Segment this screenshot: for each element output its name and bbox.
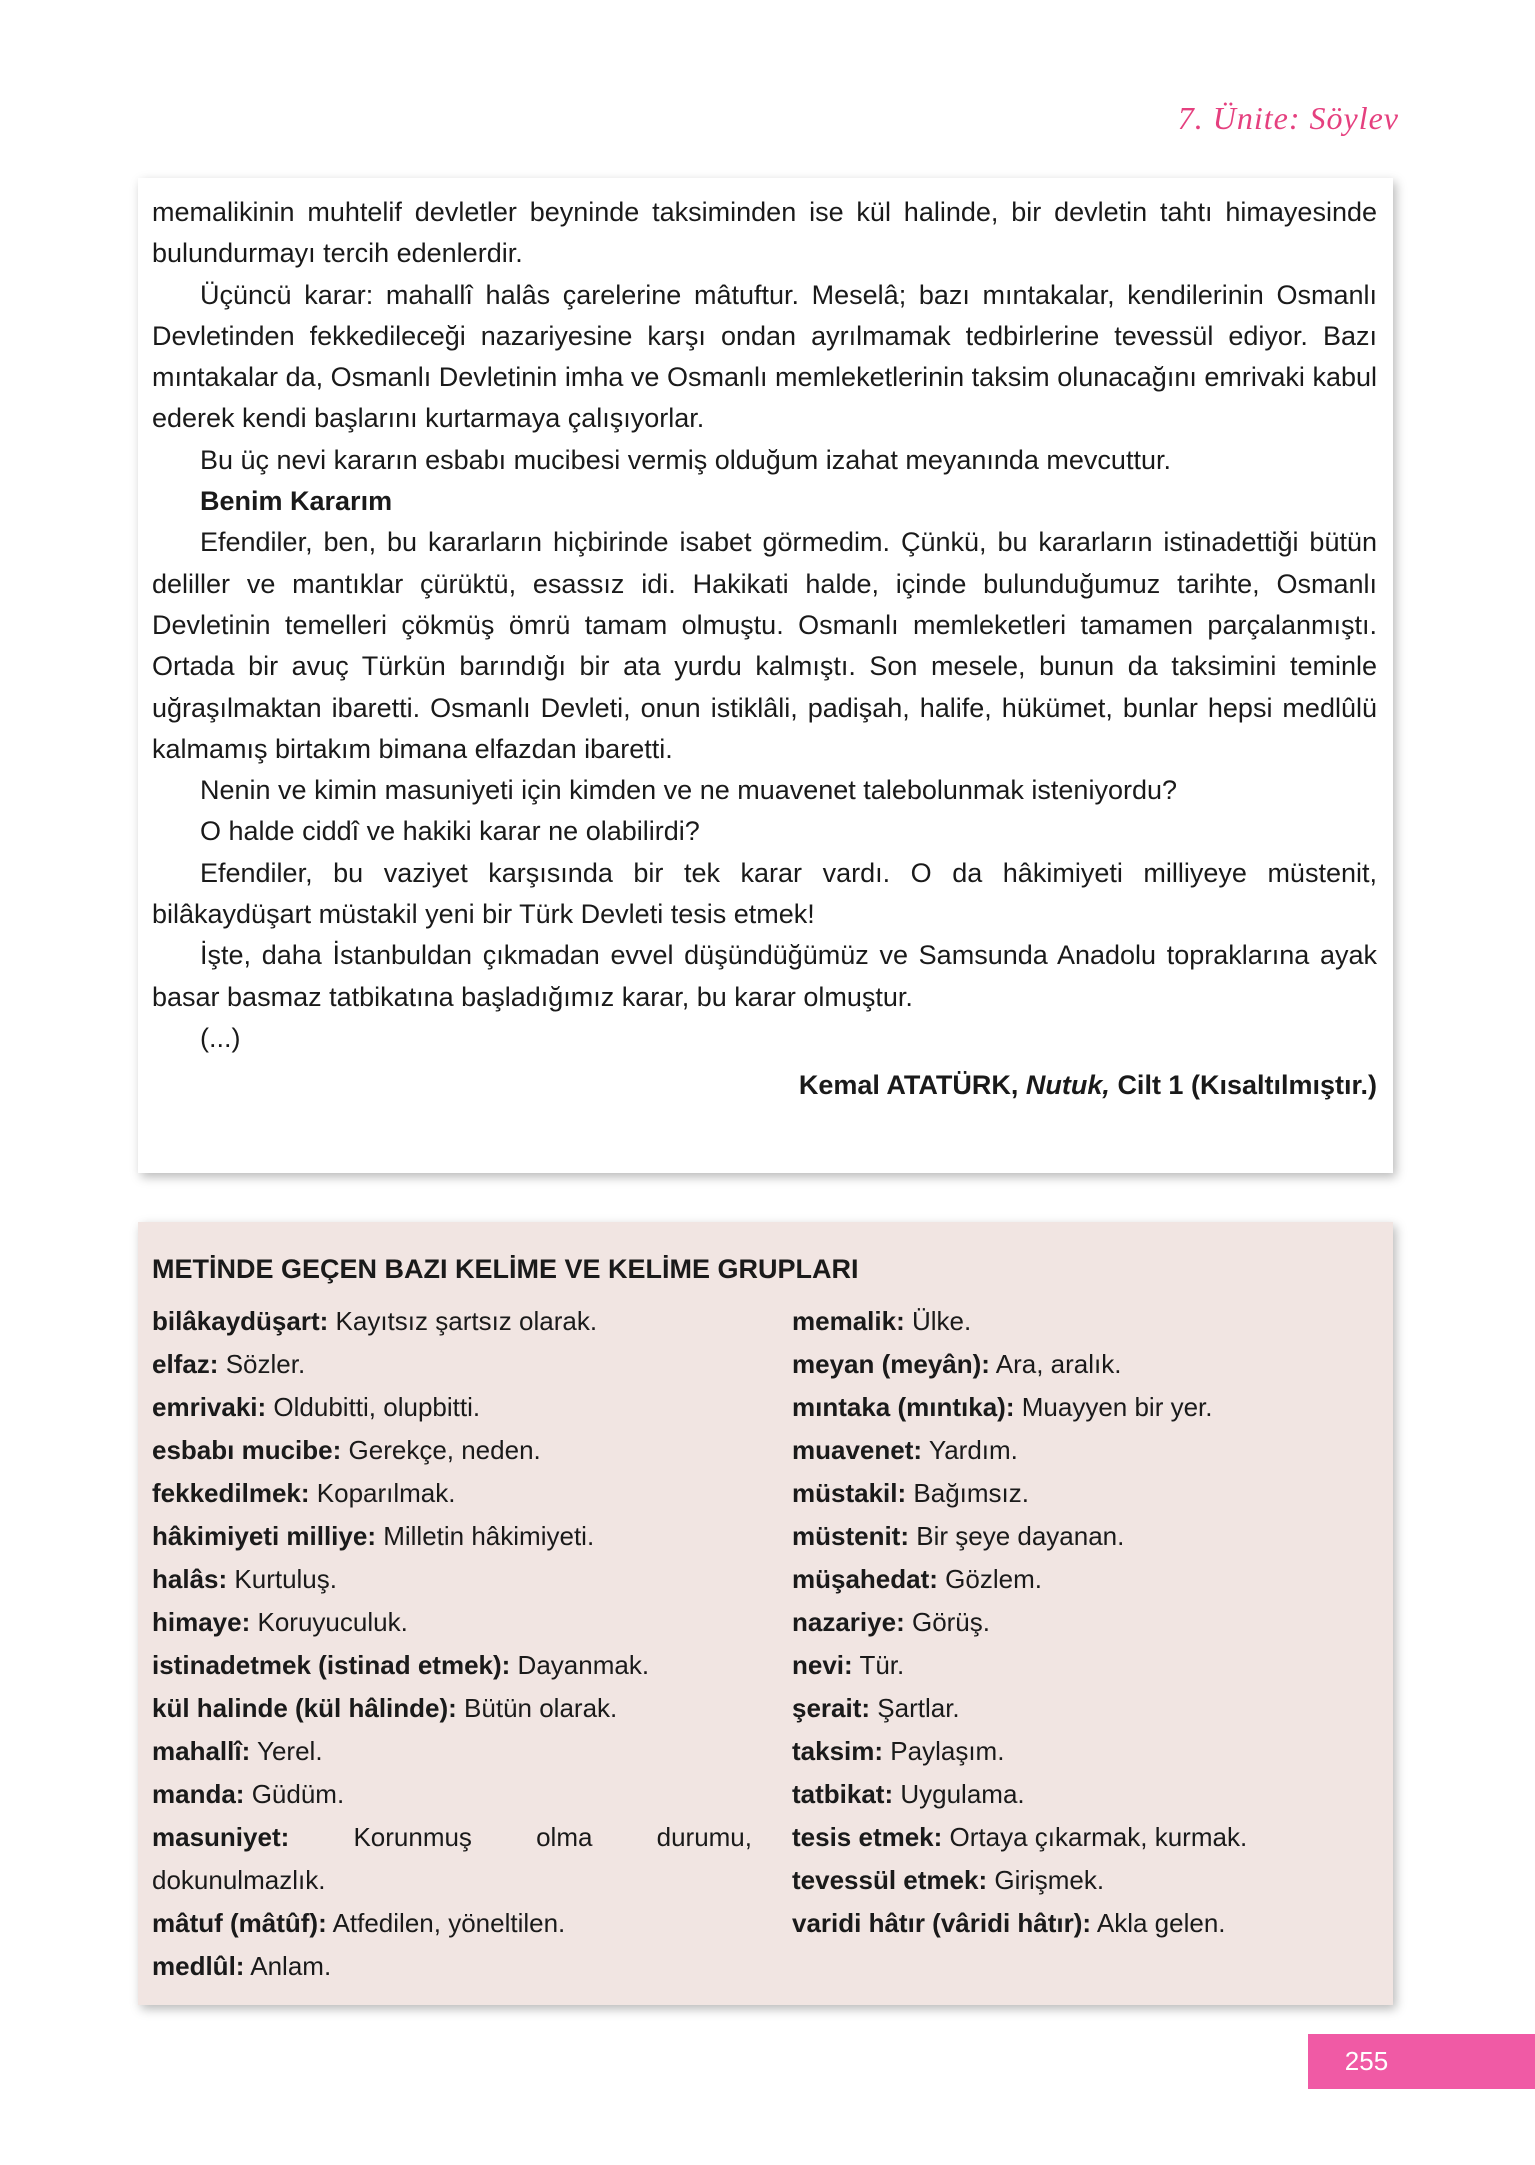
glossary-entry [792,1343,1377,1386]
glossary-title: METİNDE GEÇEN BAZI KELİME VE KELİME GRUPLARI [152,1254,859,1284]
glossary-entry [792,1644,1377,1687]
glossary-definition: Kayıtsız şartsız olarak. [335,1306,598,1336]
glossary-entry [792,1515,1377,1558]
glossary-term: himaye: [152,1607,251,1637]
glossary-entry [792,1558,1377,1601]
glossary-entry [152,1687,752,1730]
glossary-entry [792,1773,1377,1816]
glossary-definition: Şartlar. [877,1693,960,1723]
paragraph: Bu üç nevi kararın esbabı mucibesi vermiş olduğum izahat meyanında mevcuttur. [200,444,1171,475]
glossary-definition: Korunmuş olma durumu, dokunulmazlık. [152,1822,752,1895]
glossary-entry [152,1300,752,1343]
glossary-entry [152,1945,752,1988]
glossary-definition: Bir şeye dayanan. [916,1521,1125,1551]
glossary-term: taksim: [792,1736,884,1766]
glossary-box [138,1222,1393,2005]
glossary-definition: Görüş. [911,1607,990,1637]
unit-title: 7. Ünite: Söylev [1177,100,1399,136]
section-heading: Benim Kararım [200,486,393,517]
glossary-term: istinadetmek (istinad etmek): [152,1650,511,1680]
glossary-definition: Ara, aralık. [995,1349,1122,1379]
glossary-definition: Anlam. [250,1951,332,1981]
glossary-entry [152,1343,752,1386]
glossary-definition: Yardım. [928,1435,1018,1465]
glossary-term: fekkedilmek: [152,1478,310,1508]
glossary-definition: Bütün olarak. [464,1693,618,1723]
glossary-entry [152,1558,752,1601]
glossary-entry [792,1429,1377,1472]
glossary-entry [792,1687,1377,1730]
paragraph: O halde ciddî ve hakiki karar ne olabilirdi? [200,816,700,847]
source-citation [152,1065,1377,1106]
glossary-term: bilâkaydüşart: [152,1306,329,1336]
glossary-definition: Gözlem. [945,1564,1042,1594]
glossary-entry [152,1472,752,1515]
glossary-left-column [152,1300,752,1988]
glossary-term: mâtuf (mâtûf): [152,1908,327,1938]
glossary-definition: Uygulama. [900,1779,1025,1809]
glossary-entry [792,1902,1377,1945]
glossary-entry [792,1386,1377,1429]
glossary-entry [792,1816,1377,1859]
glossary-entry [792,1601,1377,1644]
paragraph: İşte, daha İstanbuldan çıkmadan evvel düşündüğümüz ve Samsunda Anadolu topraklarına ayak basar basmaz tatbikatına başladığımız karar, bu karar olmuştur. [152,940,1377,1012]
glossary-term: müstenit: [792,1521,909,1551]
ellipsis: (...) [200,1022,241,1053]
glossary-term: esbabı mucibe: [152,1435,342,1465]
glossary-term: masuniyet: [152,1822,290,1852]
paragraph: Efendiler, ben, bu kararların hiçbirinde isabet görmedim. Çünkü, bu kararların istinadettiği bütün deliller ve mantıklar çürüktü, esassız idi. Hakikati halde, içinde bulunduğumuz tarihte, Osmanlı Devletinin temelleri çökmüş ömrü tamam olmuştu. Osmanlı memleketleri tamamen parçalanmıştı. Ortada bir avuç Türkün barındığı bir ata yurdu kalmıştı. Son mesele, bunun da taksimini teminle uğraşılmaktan ibaretti. Osmanlı Devleti, onun istiklâli, padişah, halife, hükümet, bunlar hepsi medlûlü kalmamış birtakım bimana elfazdan ibaretti. [152,527,1377,764]
glossary-entry [792,1300,1377,1343]
glossary-definition: Bağımsız. [913,1478,1029,1508]
glossary-term: elfaz: [152,1349,219,1379]
paragraph: Efendiler, bu vaziyet karşısında bir tek karar vardı. O da hâkimiyeti milliyeye müstenit, bilâkaydüşart müstakil yeni bir Türk Devleti tesis etmek! [152,857,1377,930]
glossary-term: manda: [152,1779,245,1809]
glossary-term: kül halinde (kül hâlinde): [152,1693,457,1723]
page-number-text: 255 [1344,2046,1389,2076]
glossary-definition: Ülke. [911,1306,972,1336]
glossary-entry [152,1515,752,1558]
glossary-entry [792,1472,1377,1515]
glossary-term: hâkimiyeti milliye: [152,1521,376,1551]
glossary-term: muavenet: [792,1435,923,1465]
glossary-definition: Ortaya çıkarmak, kurmak. [949,1822,1248,1852]
glossary-term: varidi hâtır (vâridi hâtır): [792,1908,1092,1938]
glossary-term: nazariye: [792,1607,905,1637]
glossary-definition: Paylaşım. [890,1736,1005,1766]
glossary-entry [152,1816,752,1902]
glossary-right-column [792,1300,1377,1988]
glossary-definition: Dayanmak. [517,1650,650,1680]
glossary-entry [152,1429,752,1472]
source-author: Kemal ATATÜRK, [798,1070,1019,1101]
glossary-term: medlûl: [152,1951,245,1981]
glossary-term: meyan (meyân): [792,1349,990,1379]
paragraph: memalikinin muhtelif devletler beyninde taksiminden ise kül halinde, bir devletin tahtı himayesinde bulundurmayı tercih edenlerdir. [152,197,1377,269]
glossary-definition: Koparılmak. [316,1478,456,1508]
glossary-definition: Oldubitti, olupbitti. [273,1392,481,1422]
glossary-term: tatbikat: [792,1779,894,1809]
glossary-entry [792,1859,1377,1902]
glossary-entry [152,1730,752,1773]
glossary-entry [152,1773,752,1816]
glossary-definition: Kurtuluş. [234,1564,337,1594]
glossary-definition: Gerekçe, neden. [348,1435,541,1465]
glossary-entry [152,1902,752,1945]
glossary-term: mahallî: [152,1736,251,1766]
glossary-term: müşahedat: [792,1564,938,1594]
glossary-definition: Güdüm. [251,1779,345,1809]
glossary-entry [792,1730,1377,1773]
glossary-definition: Muayyen bir yer. [1021,1392,1213,1422]
glossary-definition: Milletin hâkimiyeti. [383,1521,595,1551]
source-details: Cilt 1 (Kısaltılmıştır.) [1117,1070,1377,1101]
glossary-term: halâs: [152,1564,228,1594]
glossary-term: memalik: [792,1306,905,1336]
glossary-definition: Sözler. [225,1349,306,1379]
glossary-definition: Koruyuculuk. [257,1607,408,1637]
speech-excerpt-box [138,178,1393,1173]
paragraph: Nenin ve kimin masuniyeti için kimden ve ne muavenet talebolunmak isteniyordu? [200,775,1177,806]
glossary-term: nevi: [792,1650,853,1680]
glossary-term: şerait: [792,1693,871,1723]
paragraph: Üçüncü karar: mahallî halâs çarelerine mâtuftur. Meselâ; bazı mıntakalar, kendilerinin Osmanlı Devletinden fekkedileceği nazariyesine karşı ondan ayrılmamak tedbirlerine tevessül ediyor. Bazı mıntakalar da, Osmanlı Devletinin imha ve Osmanlı memleketlerinin taksim olunacağını emrivaki kabul ederek kendi başlarını kurtarmaya çalışıyorlar. [152,279,1377,434]
glossary-definition: Tür. [859,1650,905,1680]
glossary-entry [152,1601,752,1644]
source-work: Nutuk, [1025,1070,1110,1101]
glossary-definition: Yerel. [257,1736,323,1766]
glossary-definition: Atfedilen, yöneltilen. [332,1908,566,1938]
glossary-term: tevessül etmek: [792,1865,988,1895]
glossary-definition: Akla gelen. [1096,1908,1226,1938]
glossary-term: emrivaki: [152,1392,267,1422]
glossary-definition: Girişmek. [994,1865,1105,1895]
glossary-term: müstakil: [792,1478,907,1508]
glossary-entry [152,1386,752,1429]
glossary-entry [152,1644,752,1687]
glossary-term: tesis etmek: [792,1822,943,1852]
glossary-term: mıntaka (mıntıka): [792,1392,1015,1422]
page-number [1308,2034,1535,2089]
